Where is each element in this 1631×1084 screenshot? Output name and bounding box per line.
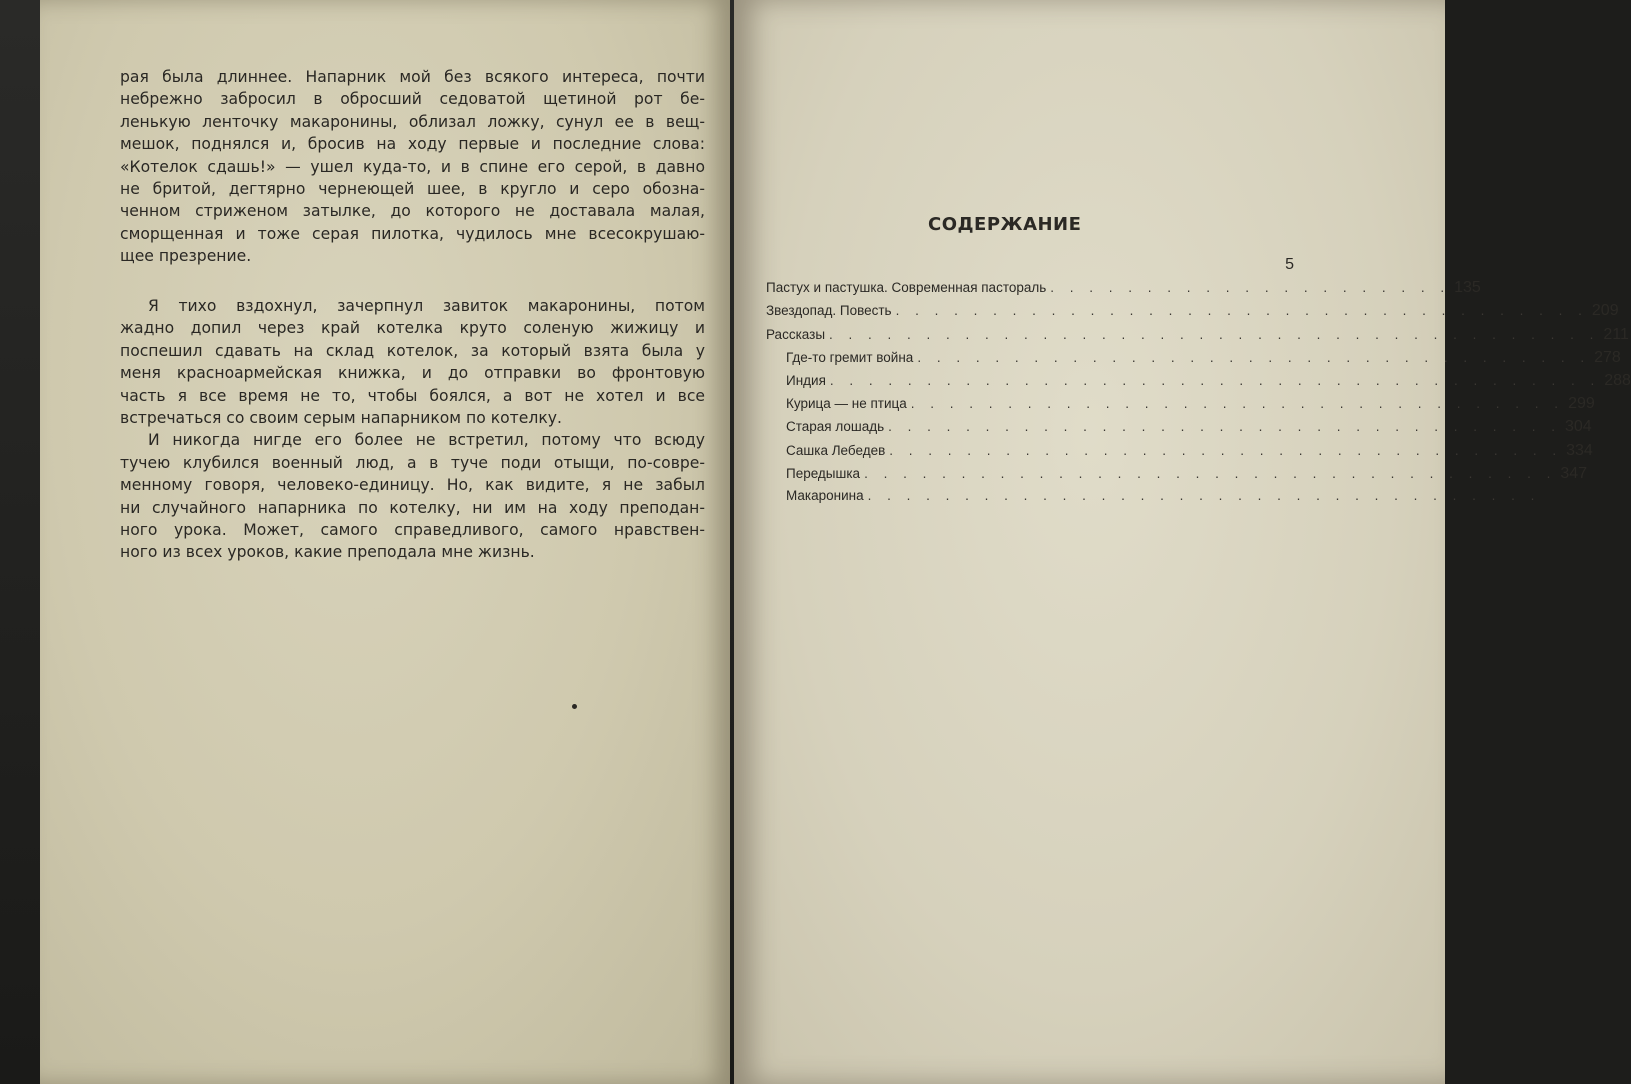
text-line: ного из всех уроков, какие преподала мне жизнь.	[120, 543, 535, 562]
toc-row	[766, 348, 1621, 372]
toc-page-number: 5	[1285, 256, 1294, 273]
text-line: небрежно забросил в обросший седоватой щетиной рот бе-	[120, 90, 705, 109]
toc-row	[766, 256, 1294, 279]
toc-row	[766, 371, 1631, 395]
toc-entry-title: Передышка	[786, 465, 861, 481]
text-line: щее презрение.	[120, 247, 252, 266]
paragraph-1	[120, 66, 705, 268]
text-line: ченном стриженом затылке, до которого не доставала малая,	[120, 202, 705, 221]
text-line: ного урока. Может, самого справедливого, самого нравствен-	[120, 521, 705, 540]
text-line: поспешил сдавать на склад котелок, за который взята была у	[120, 341, 705, 360]
text-line: рая была длиннее. Напарник мой без всякого интереса, почти	[120, 68, 705, 86]
text-line: ни случайного напарника по котелку, ни им на ходу преподан-	[120, 498, 705, 517]
text-line: не бритой, дегтярно чернеющей шее, в кругло и серо обозна-	[120, 180, 705, 199]
leader-dots: . . . . . . . . . . . . . . . . . . . . . . . . . . . . . . . . . . . .	[864, 465, 1557, 481]
leader-dots: . . . . . . . . . . . . . . . . . . . . . . . . . . . . . . . . . . .	[917, 349, 1591, 365]
leader-dots: . . . . . . . . . . . . . . . . . . . . . . . . . . . . . . . . . . .	[888, 419, 1561, 435]
toc-page-number: 304	[1564, 418, 1592, 436]
toc-page-number: 299	[1568, 395, 1595, 413]
paragraph-2	[120, 295, 705, 564]
leader-dots: . . . . . . . . . . . . . . . . . . . . . . . . . . . . . . . . . .	[910, 396, 1565, 412]
text-line: встречаться со своим серым напарником по котелку.	[120, 409, 562, 428]
toc-row	[766, 418, 1592, 441]
toc-entry-title: Макаронина	[786, 487, 864, 503]
toc-row	[766, 487, 1541, 511]
table-of-contents	[766, 256, 1631, 511]
toc-entry-title: Курица — не птица	[786, 396, 907, 412]
toc-row	[766, 464, 1588, 488]
toc-page-number: 211	[1603, 325, 1629, 343]
toc-entry-title: Сашка Лебедев	[786, 442, 886, 458]
right-page	[734, 0, 1631, 1084]
ink-dot	[572, 704, 577, 709]
toc-title: СОДЕРЖАНИЕ	[928, 214, 1082, 235]
toc-entry-title: Индия	[786, 372, 826, 388]
toc-entry-title: Где-то гремит война	[786, 349, 914, 365]
leader-dots: . . . . . . . . . . . . . . . . . . . . . . . . . . . . . . . . . . .	[867, 487, 1541, 503]
toc-row	[766, 302, 1619, 325]
toc-page-number: 288	[1604, 371, 1631, 389]
text-line: тучею клубился военный люд, а в туче поди отыщи, по-совре-	[120, 453, 705, 472]
toc-entry-title: Старая лошадь	[786, 419, 885, 435]
left-page	[40, 0, 730, 1084]
text-line: мешок, поднялся и, бросив на ходу первые и последние слова:	[120, 135, 705, 154]
leader-dots: . . . . . . . . . . . . . . . . . . . . . . . . . . . . . . . . . . . .	[895, 303, 1588, 319]
leader-dots: . . . . . . . . . . . . . . . . . . . . . . . . . . . . . . . . . . . . . . . .	[829, 326, 1600, 342]
text-line: «Котелок сдашь!» — ушел куда-то, и в спине его серой, в давно	[120, 157, 705, 176]
toc-page-number: 278	[1594, 348, 1621, 366]
text-line: менному говоря, человеко-единицу. Но, как видите, я не забыл	[120, 476, 705, 495]
toc-entry-title: Пастух и пастушка. Современная пастораль	[766, 280, 1047, 296]
text-line: меня красноармейская книжка, и до отправки во фронтовую	[120, 364, 705, 383]
toc-entry-title: Рассказы	[766, 326, 826, 342]
toc-row	[766, 395, 1595, 418]
toc-row	[766, 279, 1481, 302]
toc-page-number: 135	[1454, 279, 1481, 297]
toc-page-number: 209	[1591, 302, 1619, 320]
toc-row	[766, 441, 1593, 465]
toc-row	[766, 325, 1629, 349]
text-line: часть я все время не то, чтобы боялся, а вот не хотел и все	[120, 386, 705, 405]
text-line: жадно допил через край котелка круто соленую жижицу и	[120, 319, 705, 338]
text-line: ленькую ленточку макаронины, облизал ложку, сунул ее в вещ-	[120, 112, 705, 131]
toc-entry-title: Звездопад. Повесть	[766, 303, 892, 319]
text-line: сморщенная и тоже серая пилотка, чудилось мне всесокрушаю-	[120, 224, 705, 243]
text-line: Я тихо вздохнул, зачерпнул завиток макаронины, потом	[148, 297, 705, 315]
leader-dots: . . . . . . . . . . . . . . . . . . . . . . . . . . . . . . . . . . .	[889, 442, 1563, 458]
text-line: И никогда нигде его более не встретил, потому что всюду	[148, 431, 705, 450]
toc-page-number: 334	[1566, 441, 1593, 459]
leader-dots: . . . . . . . . . . . . . . . . . . . . .	[1050, 280, 1451, 296]
toc-page-number: 347	[1560, 464, 1588, 482]
leader-dots: . . . . . . . . . . . . . . . . . . . . . . . . . . . . . . . . . . . . . . . .	[829, 372, 1601, 388]
